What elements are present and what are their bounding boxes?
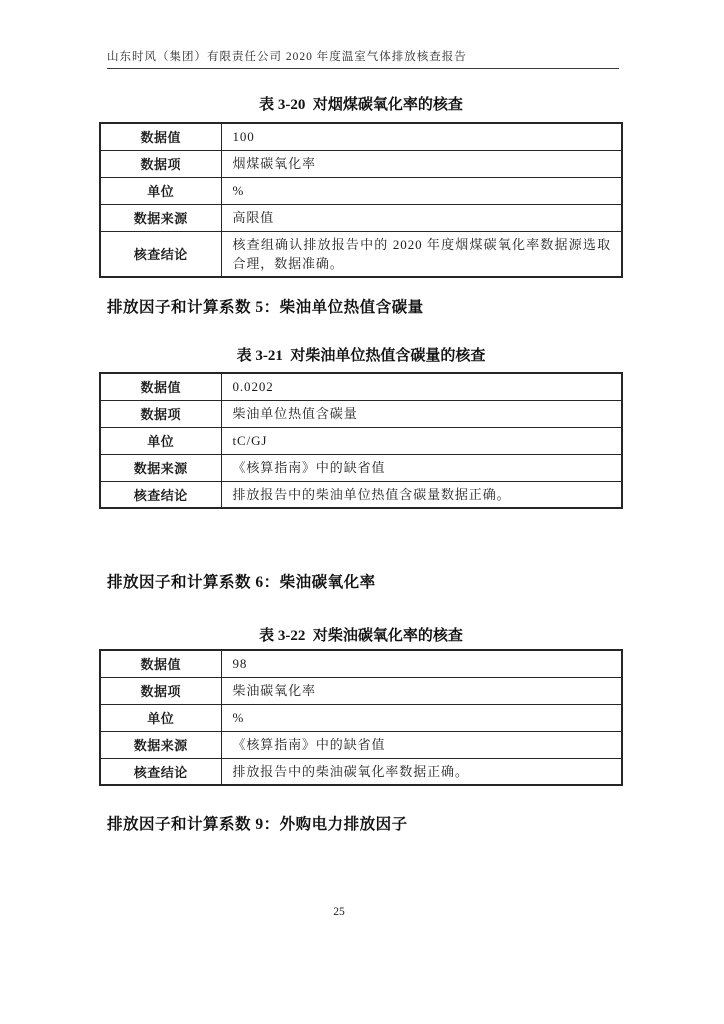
row-label: 数据值 xyxy=(100,650,221,677)
table-row xyxy=(100,204,622,231)
row-value: 排放报告中的柴油单位热值含碳量数据正确。 xyxy=(221,481,622,508)
row-label: 单位 xyxy=(100,427,221,454)
table-row xyxy=(100,758,622,785)
row-label: 核查结论 xyxy=(100,231,221,277)
row-label: 数据值 xyxy=(100,123,221,150)
table-3-21-caption: 表 3-21 对柴油单位热值含碳量的核查 xyxy=(236,348,486,364)
verification-table-3-21 xyxy=(99,372,623,509)
row-value: 核查组确认排放报告中的 2020 年度烟煤碳氧化率数据源选取合理，数据准确。 xyxy=(221,231,622,277)
row-value: 柴油单位热值含碳量 xyxy=(221,400,622,427)
row-value: tC/GJ xyxy=(221,427,622,454)
row-value: 《核算指南》中的缺省值 xyxy=(221,731,622,758)
row-value: 0.0202 xyxy=(221,373,622,400)
table-row xyxy=(100,123,622,150)
table-3-20-caption: 表 3-20 对烟煤碳氧化率的核查 xyxy=(259,97,463,113)
row-value: 100 xyxy=(221,123,622,150)
table-row xyxy=(100,427,622,454)
table-row xyxy=(100,704,622,731)
row-value: % xyxy=(221,704,622,731)
running-header: 山东时风（集团）有限责任公司 2020 年度温室气体排放核查报告 xyxy=(107,51,467,63)
table-row xyxy=(100,650,622,677)
row-value: 98 xyxy=(221,650,622,677)
row-label: 单位 xyxy=(100,704,221,731)
table-row xyxy=(100,231,622,277)
row-value: 烟煤碳氧化率 xyxy=(221,150,622,177)
table-row xyxy=(100,731,622,758)
section-heading-factor-6: 排放因子和计算系数 6：柴油碳氧化率 xyxy=(107,574,376,591)
row-value: 《核算指南》中的缺省值 xyxy=(221,454,622,481)
section-heading-factor-5: 排放因子和计算系数 5：柴油单位热值含碳量 xyxy=(107,299,424,316)
row-label: 数据项 xyxy=(100,677,221,704)
row-value: 柴油碳氧化率 xyxy=(221,677,622,704)
row-value: 高限值 xyxy=(221,204,622,231)
row-value: 排放报告中的柴油碳氧化率数据正确。 xyxy=(221,758,622,785)
row-label: 数据来源 xyxy=(100,204,221,231)
verification-table-3-20 xyxy=(99,122,623,278)
section-heading-factor-9: 排放因子和计算系数 9：外购电力排放因子 xyxy=(107,816,408,833)
row-label: 核查结论 xyxy=(100,758,221,785)
verification-table-3-22 xyxy=(99,649,623,786)
row-label: 数据值 xyxy=(100,373,221,400)
table-row xyxy=(100,373,622,400)
table-row xyxy=(100,400,622,427)
header-divider xyxy=(107,68,619,69)
table-3-22-caption: 表 3-22 对柴油碳氧化率的核查 xyxy=(259,628,463,644)
row-label: 数据项 xyxy=(100,400,221,427)
row-label: 数据项 xyxy=(100,150,221,177)
row-label: 数据来源 xyxy=(100,454,221,481)
page-number: 25 xyxy=(333,906,345,918)
row-label: 核查结论 xyxy=(100,481,221,508)
table-row xyxy=(100,454,622,481)
table-row xyxy=(100,481,622,508)
table-row xyxy=(100,150,622,177)
table-row xyxy=(100,677,622,704)
row-value: % xyxy=(221,177,622,204)
row-label: 单位 xyxy=(100,177,221,204)
row-label: 数据来源 xyxy=(100,731,221,758)
table-row xyxy=(100,177,622,204)
